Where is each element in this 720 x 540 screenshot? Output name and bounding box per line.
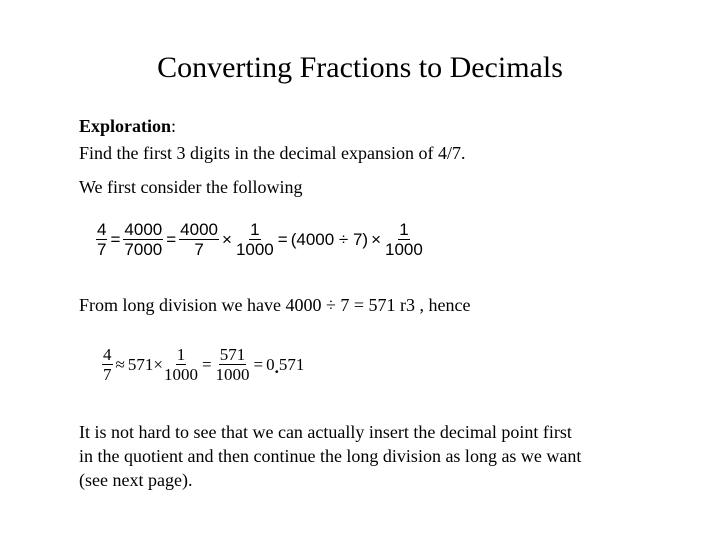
exploration-colon: :	[171, 116, 177, 136]
numerator: 4000	[124, 220, 163, 239]
numerator: 1	[399, 220, 409, 239]
equation-one	[96, 220, 424, 259]
equation-two	[102, 345, 304, 384]
numerator: 4	[103, 345, 112, 364]
conclusion-line-2: in the quotient and then continue the long division as long as we want	[79, 446, 582, 466]
exploration-label: Exploration	[79, 116, 172, 136]
denominator: 1000	[163, 365, 198, 384]
numerator: 4	[97, 220, 107, 239]
equals-sign: =	[253, 354, 264, 374]
equals-sign: =	[110, 229, 121, 249]
fraction-1-over-1000	[163, 345, 199, 384]
numerator: 1	[250, 220, 260, 239]
denominator: 7	[103, 365, 112, 384]
fraction-4000-over-7	[179, 220, 219, 259]
decimal-result	[266, 355, 304, 375]
equals-sign: =	[201, 354, 212, 374]
equals-sign: =	[166, 229, 177, 249]
numerator: 4000	[180, 220, 218, 239]
fraction-4-over-7	[96, 220, 107, 259]
conclusion-line-1: It is not hard to see that we can actually insert the decimal point first	[79, 422, 572, 442]
decimal-point: .	[274, 357, 279, 377]
fraction-4000-over-7000	[123, 220, 163, 259]
exploration-heading	[79, 114, 176, 138]
denominator: 1000	[215, 365, 250, 384]
division-expression: (4000 ÷ 7)	[290, 229, 369, 249]
conclusion-line-3: (see next page).	[79, 470, 193, 490]
numerator: 1	[176, 345, 186, 364]
denominator: 1000	[235, 240, 274, 259]
fraction-4-over-7	[102, 345, 113, 384]
denominator: 1000	[385, 240, 423, 259]
long-division-text: From long division we have 4000 ÷ 7 = 571 r3 , hence	[79, 295, 471, 315]
denominator: 7	[194, 240, 204, 259]
exploration-task: Find the first 3 digits in the decimal expansion of 4/7.	[79, 143, 466, 163]
times-sign: ×	[371, 229, 382, 249]
denominator: 7	[97, 240, 107, 259]
denominator: 7000	[124, 240, 163, 259]
page-title: Converting Fractions to Decimals	[157, 51, 563, 84]
result-integer: 0	[266, 354, 275, 374]
approx-sign: ≈	[115, 354, 125, 374]
equals-sign: =	[277, 229, 288, 249]
fraction-1-over-1000	[384, 220, 424, 259]
fraction-571-over-1000	[215, 345, 251, 384]
times-sign: ×	[222, 229, 232, 249]
consider-text: We first consider the following	[79, 177, 303, 197]
numerator: 571	[219, 345, 246, 364]
product-term: 571×	[127, 354, 163, 374]
result-decimals: 571	[278, 354, 305, 374]
fraction-1-over-1000	[235, 220, 275, 259]
